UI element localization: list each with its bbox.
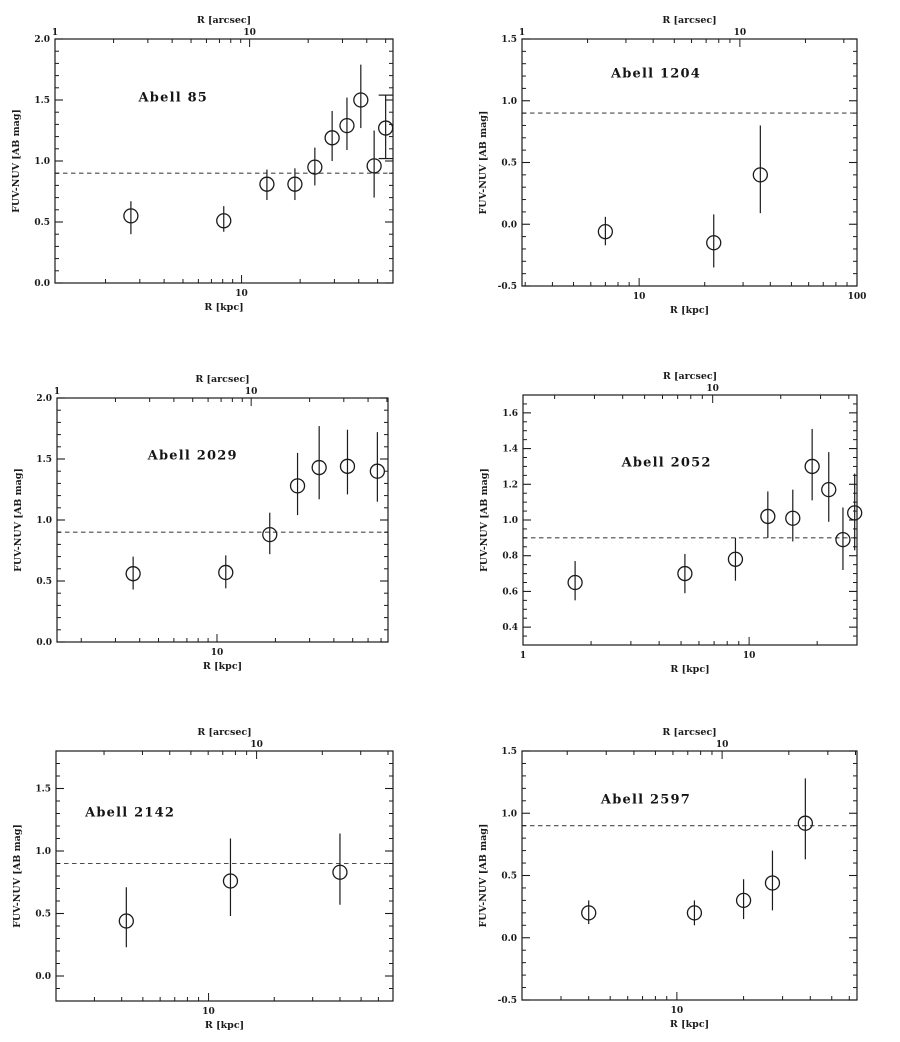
data-point-group — [325, 111, 339, 161]
data-point-group — [291, 453, 305, 515]
y-axis-title: FUV-NUV [AB mag] — [13, 468, 24, 572]
y-tick-label: 2.0 — [34, 35, 50, 45]
top-x-tick-label: 10 — [250, 740, 263, 750]
panel-title: Abell 1204 — [610, 66, 702, 82]
y-tick-label: 0.0 — [35, 972, 51, 982]
y-tick-label: 1.4 — [502, 444, 518, 455]
plot-frame — [523, 395, 857, 645]
data-point-group — [260, 170, 274, 201]
x-tick-label: 10 — [742, 651, 756, 661]
top-x-axis-title: R [arcsec] — [662, 15, 717, 26]
data-point-group — [687, 900, 701, 925]
panel-abell-2142 — [12, 727, 393, 1031]
x-axis-title: R [kpc] — [202, 661, 243, 672]
y-tick-label: 0.0 — [501, 933, 517, 944]
panel-abell-2597 — [478, 727, 857, 1030]
data-point-group — [822, 452, 836, 522]
x-tick-label: 10 — [235, 289, 248, 299]
top-x-tick-label: 10 — [733, 28, 747, 38]
panel-title: Abell 2597 — [600, 792, 691, 808]
y-tick-label: 1.5 — [36, 455, 52, 465]
data-point-group — [312, 426, 326, 499]
data-point-group — [126, 557, 140, 590]
data-point-group — [367, 131, 381, 198]
y-tick-label: 0.4 — [502, 623, 518, 634]
y-tick-label: -0.5 — [497, 282, 517, 292]
top-x-tick-label: 1 — [53, 387, 61, 397]
data-point-group — [598, 217, 612, 245]
y-tick-label: 1.2 — [502, 480, 518, 491]
top-x-tick-label: 10 — [715, 740, 729, 750]
top-x-axis-title: R [arcsec] — [662, 371, 718, 382]
data-point-group — [219, 555, 233, 588]
top-x-tick-label: 1 — [518, 28, 526, 38]
data-point-group — [340, 430, 354, 495]
data-point-group — [786, 490, 800, 542]
y-tick-label: 1.5 — [35, 784, 51, 795]
plot-frame — [522, 751, 857, 1000]
x-tick-label: 10 — [202, 1007, 215, 1017]
panel-title: Abell 2052 — [621, 455, 712, 471]
data-point-group — [217, 206, 231, 232]
y-tick-label: 0.5 — [35, 909, 51, 920]
data-point-group — [223, 839, 237, 917]
plot-frame — [57, 398, 388, 642]
x-axis-title: R [kpc] — [669, 1019, 710, 1030]
y-tick-label: 0.5 — [34, 218, 50, 228]
plot-frame — [56, 751, 393, 1001]
x-tick-label: 1 — [519, 651, 527, 661]
y-tick-label: 0.0 — [34, 279, 50, 289]
data-point-group — [761, 491, 775, 537]
y-tick-label: 0.5 — [36, 577, 52, 587]
data-point-group — [836, 508, 850, 571]
x-tick-label: 10 — [210, 648, 224, 658]
y-tick-label: 1.0 — [501, 96, 517, 107]
data-point-group — [765, 851, 779, 911]
y-tick-label: 1.5 — [501, 35, 517, 45]
y-tick-label: 0.5 — [501, 158, 517, 169]
panel-title: Abell 2029 — [147, 448, 238, 464]
y-tick-label: 1.6 — [502, 408, 518, 419]
y-tick-label: 0.0 — [36, 638, 52, 648]
y-axis-title: FUV-NUV [AB mag] — [12, 824, 23, 928]
y-tick-label: 1.0 — [36, 516, 52, 526]
top-x-axis-title: R [arcsec] — [196, 15, 252, 26]
panel-abell-2029 — [13, 374, 388, 672]
data-point-group — [737, 879, 751, 919]
top-x-tick-label: 10 — [706, 384, 719, 394]
top-x-axis-title: R [arcsec] — [197, 727, 252, 738]
data-point-group — [728, 538, 742, 581]
y-tick-label: 1.0 — [35, 847, 51, 857]
top-x-tick-label: 10 — [244, 387, 258, 397]
y-tick-label: 1.0 — [502, 516, 518, 526]
x-axis-title: R [kpc] — [204, 302, 244, 313]
x-tick-label: 10 — [632, 292, 646, 302]
data-point-group — [568, 561, 582, 600]
panel-abell-2052 — [479, 371, 862, 675]
y-tick-label: 1.0 — [34, 157, 50, 167]
x-tick-label: 10 — [670, 1006, 684, 1016]
data-point-group — [370, 432, 384, 502]
y-tick-label: 1.5 — [34, 96, 50, 106]
data-point-group — [354, 65, 368, 128]
data-point-group — [678, 554, 692, 593]
y-axis-title: FUV-NUV [AB mag] — [478, 823, 489, 928]
panel-title: Abell 2142 — [85, 805, 176, 821]
data-point-group — [340, 98, 354, 150]
data-point-group — [798, 778, 812, 859]
data-point-group — [582, 900, 596, 924]
x-axis-title: R [kpc] — [204, 1020, 245, 1031]
top-x-axis-title: R [arcsec] — [662, 727, 717, 738]
data-point-group — [119, 887, 133, 947]
panel-abell-85 — [11, 15, 393, 313]
data-point-group — [263, 513, 277, 554]
data-point-group — [124, 201, 138, 234]
top-x-axis-title: R [arcsec] — [195, 374, 250, 385]
data-point-group — [805, 429, 819, 500]
y-tick-label: 2.0 — [36, 394, 52, 404]
data-point-group — [333, 834, 347, 905]
top-x-tick-label: 10 — [243, 28, 256, 38]
plot-frame — [55, 39, 393, 283]
x-axis-title: R [kpc] — [670, 664, 710, 675]
y-tick-label: 0.5 — [501, 871, 517, 882]
y-tick-label: 0.6 — [502, 587, 518, 598]
y-tick-label: -0.5 — [497, 996, 517, 1006]
y-axis-title: FUV-NUV [AB mag] — [479, 468, 490, 572]
data-point-group — [308, 148, 322, 186]
data-point-group — [753, 125, 767, 213]
x-tick-label: 100 — [847, 292, 867, 302]
y-tick-label: 1.0 — [501, 809, 517, 820]
y-axis-title: FUV-NUV [AB mag] — [478, 110, 489, 215]
y-axis-title: FUV-NUV [AB mag] — [11, 109, 22, 213]
y-tick-label: 0.0 — [501, 220, 517, 231]
data-point-group — [707, 214, 721, 267]
y-tick-label: 1.5 — [501, 747, 517, 757]
panel-abell-1204 — [478, 15, 866, 316]
y-tick-label: 0.8 — [502, 551, 518, 562]
x-axis-title: R [kpc] — [669, 305, 710, 316]
panel-title: Abell 85 — [138, 90, 209, 106]
top-x-tick-label: 1 — [51, 28, 59, 38]
